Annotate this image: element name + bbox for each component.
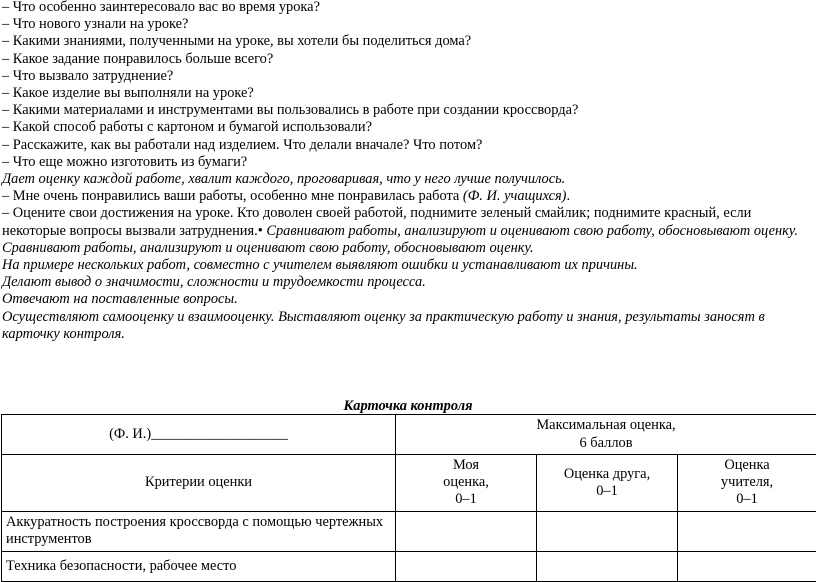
italic-line-4: Отвечают на поставленные вопросы. xyxy=(2,291,812,308)
question-8: – Какой способ работы с картоном и бумагой использовали? xyxy=(2,119,812,136)
friend-score-header xyxy=(537,455,678,512)
self-assessment-paragraph xyxy=(2,205,812,239)
score-cell[interactable] xyxy=(537,511,678,551)
lesson-text xyxy=(2,0,812,343)
score-cell[interactable] xyxy=(396,511,537,551)
fio-cell xyxy=(2,415,396,455)
self-score-header xyxy=(396,455,537,512)
teacher-score-header-line: учителя, xyxy=(682,474,812,491)
score-cell[interactable] xyxy=(678,511,816,551)
bullet-mark: • xyxy=(258,223,263,239)
self-score-header-line: оценка, xyxy=(400,474,532,491)
self-score-header-line: 0–1 xyxy=(400,491,532,508)
question-1: – Что особенно заинтересовало вас во время урока? xyxy=(2,0,812,16)
self-assessment-italic: Сравнивают работы, анализируют и оценивают свою работу, обосновывают оценку. xyxy=(263,223,798,239)
table-row xyxy=(2,511,816,551)
friend-score-header-line: Оценка друга, xyxy=(541,466,673,483)
question-6: – Какое изделие вы выполняли на уроке? xyxy=(2,85,812,102)
teacher-score-header-line: 0–1 xyxy=(682,491,812,508)
question-2: – Что нового узнали на уроке? xyxy=(2,16,812,33)
question-5: – Что вызвало затруднение? xyxy=(2,68,812,85)
teacher-evaluation-note: Дает оценку каждой работе, хвалит каждого, проговаривая, что у него лучше получилось. xyxy=(2,171,812,188)
question-9: – Расскажите, как вы работали над изделием. Что делали вначале? Что потом? xyxy=(2,137,812,154)
table-row xyxy=(2,415,816,455)
italic-line-3: Делают вывод о значимости, сложности и трудоемкости процесса. xyxy=(2,274,812,291)
criterion-cell: Аккуратность построения кроссворда с помощью чертежных инструментов xyxy=(2,511,396,551)
praise-text: – Мне очень понравились ваши работы, особенно мне понравилась работа xyxy=(2,188,463,204)
teacher-score-header xyxy=(678,455,816,512)
question-4: – Какое задание понравилось больше всего? xyxy=(2,51,812,68)
friend-score-header-line: 0–1 xyxy=(541,483,673,500)
criterion-cell: Техника безопасности, рабочее место xyxy=(2,551,396,581)
self-assessment-text: – Оцените свои достижения на уроке. Кто доволен своей работой, поднимите зеленый смайлик; поднимите красный, если некоторые вопросы вызвали затруднения. xyxy=(2,205,751,238)
criteria-header: Критерии оценки xyxy=(2,455,396,512)
italic-line-2: На примере нескольких работ, совместно с учителем выявляют ошибки и устанавливают их причины. xyxy=(2,257,812,274)
max-score-line2: 6 баллов xyxy=(400,435,812,452)
fio-label: (Ф. И.)___________________ xyxy=(109,426,288,442)
italic-line-1: Сравнивают работы, анализируют и оценивают свою работу, обосновывают оценку. xyxy=(2,240,812,257)
max-score-cell xyxy=(396,415,816,455)
control-card-table xyxy=(1,414,816,582)
table-row xyxy=(2,455,816,512)
teacher-score-header-line: Оценка xyxy=(682,457,812,474)
praise-end: . xyxy=(566,188,570,204)
question-7: – Какими материалами и инструментами вы пользовались в работе при создании кроссворда? xyxy=(2,102,812,119)
question-3: – Какими знаниями, полученными на уроке, вы хотели бы поделиться дома? xyxy=(2,33,812,50)
card-title: Карточка контроля xyxy=(0,398,816,415)
italic-line-5: Осуществляют самооценку и взаимооценку. Выставляют оценку за практическую работу и знания, результаты заносят в карточку контроля. xyxy=(2,309,812,343)
max-score-line1: Максимальная оценка, xyxy=(400,417,812,434)
praise-paragraph xyxy=(2,188,812,205)
question-10: – Что еще можно изготовить из бумаги? xyxy=(2,154,812,171)
praise-note: (Ф. И. учащихся) xyxy=(463,188,567,204)
self-score-header-line: Моя xyxy=(400,457,532,474)
